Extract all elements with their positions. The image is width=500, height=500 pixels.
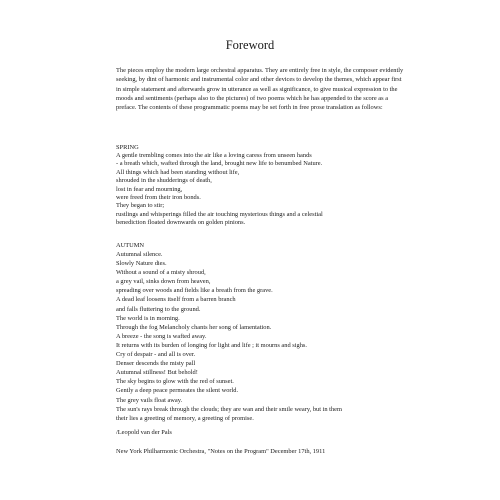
poem-line: All things which had been standing without life, [116, 168, 240, 176]
spring-heading: SPRING [116, 144, 139, 151]
poem-line: spreading over woods and fields like a breath from the grave. [116, 287, 273, 295]
page-title: Foreword [225, 38, 275, 52]
poem-line: Denser descends the misty pall [116, 360, 196, 368]
poem-line: a grey vail, sinks down from heaven, [116, 278, 211, 286]
poem-line: lost in fear and mourning, [116, 185, 183, 193]
poem-line: Gently a deep peace permeates the silent world. [116, 387, 239, 395]
autumn-heading: AUTUMN [116, 242, 145, 249]
poem-line: A breeze - the song is wafted away. [116, 332, 207, 340]
poem-line: were freed from their iron bonds. [116, 194, 201, 202]
poem-line: Slowly Nature dies. [116, 260, 167, 268]
poem-line: They began to stir; [116, 202, 165, 210]
poem-line: and falls fluttering to the ground. [116, 305, 201, 313]
intro-paragraph [116, 66, 406, 112]
author-signature: /Leopold van der Pals [116, 429, 172, 436]
poem-line: A gentle trembling comes into the air like a loving caress from unseen hands [116, 152, 312, 159]
poem-line: Without a sound of a misty shroud, [116, 269, 206, 277]
poem-line: Autumnal stillness! But behold! [116, 369, 198, 377]
poem-line: their lies a greeting of memory, a greeting of promise. [116, 414, 254, 422]
poem-line: The world is in morning. [116, 314, 180, 322]
poem-line: A dead leaf loosens itself from a barren branch [116, 296, 236, 304]
poem-line: The sun's rays break through the clouds; they are wan and their smile weary, but in them [116, 405, 342, 413]
poem-line: Through the fog Melancholy chants her song of lamentation. [116, 323, 272, 331]
spring-poem [116, 143, 323, 228]
intro-text: The pieces employ the modern large orchestral apparatus. They are entirely free in style, the composer evidently seeking, by dint of harmonic and instrumental color and other devices to develop the themes, which appear first in simple statement and afterwards grow in utterance as well as significance, to give musical expression to the moods and sentiments (perhaps also to the pictures) of two poems which he has appended to the score as a preface. The contents of these programmatic poems may be set forth in free prose translation as follows: [116, 67, 404, 112]
poem-line: shrouded in the shudderings of death, [116, 177, 212, 185]
poem-line: benediction floated downwards on golden pinions. [116, 219, 246, 227]
poem-line: The grey vails float away. [116, 396, 183, 404]
source-citation: New York Philharmonic Orchestra, "Notes on the Program" December 17th, 1911 [116, 448, 326, 455]
poem-line: rustlings and whisperings filled the air touching mysterious things and a celestial [116, 210, 323, 218]
poem-line: Cry of despair - and all is over. [116, 351, 196, 359]
autumn-poem [116, 241, 342, 423]
poem-line: - a breath which, wafted through the land, brought new life to benumbed Nature. [116, 160, 323, 168]
poem-line: Autumnal silence. [116, 251, 163, 258]
poem-line: The sky begins to glow with the red of sunset. [116, 378, 234, 386]
poem-line: It returns with its burden of longing for light and life ; it mourns and sighs. [116, 341, 307, 349]
